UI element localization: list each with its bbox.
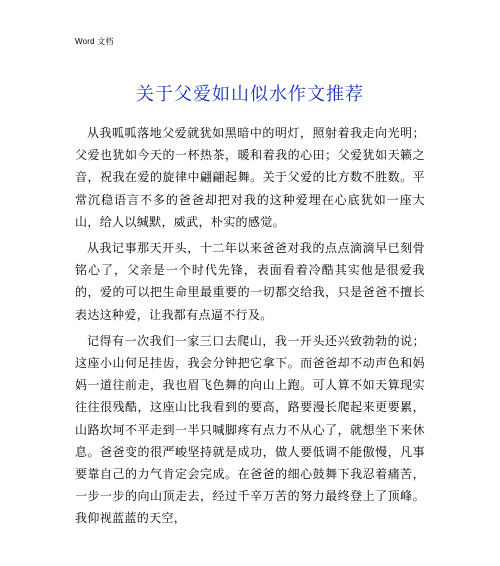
paragraph: 记得有一次我们一家三口去爬山，我一开头还兴致勃勃的说；这座小山何足挂齿，我会分钟把它拿下。而爸爸却不动声色和妈妈一道往前走，我也眉飞色舞的向山上跑。可人算不如天算现实往往很残酷，这座山比我看到的要高，路要漫长爬起来更要累，山路坎坷不平走到一半只喊脚疼有点力不从心了，就想坐下来休息。爸爸变的很严峻坚持就是成功，做人要低调不能傲慢，凡事要靠自己的力气肯定会完成。在爸爸的细心鼓舞下我忍着痛苦，一步一步的向山顶走去，经过千辛万苦的努力最终登上了顶峰。我仰视蓝蓝的天空， <box>75 333 425 526</box>
paragraph: 从我呱呱落地父爱就犹如黑暗中的明灯，照射着我走向光明；父爱也犹如今天的一杯热茶，暖和着我的心田；父爱犹如天籁之音，祝我在爱的旋律中翩翩起舞。关于父爱的比方数不胜数。平常沉稳语言不多的爸爸却把对我的这种爱埋在心底犹如一座大山，给人以缄默，威武，朴实的感觉。 <box>75 126 425 229</box>
page-header-label: Word 文档 <box>75 37 114 46</box>
paragraph: 从我记事那天开头，十二年以来爸爸对我的点点滴滴早已刻骨铭心了，父亲是一个时代先锋，表面看着冷酷其实他是很爱我的，爱的可以把生命里最重要的一切都交给我，只是爸爸不擅长表达这种爱，让我都有点逼不行及。 <box>75 241 425 322</box>
document-title: 关于父爱如山似水作文推荐 <box>136 84 364 105</box>
document-body <box>75 122 425 534</box>
